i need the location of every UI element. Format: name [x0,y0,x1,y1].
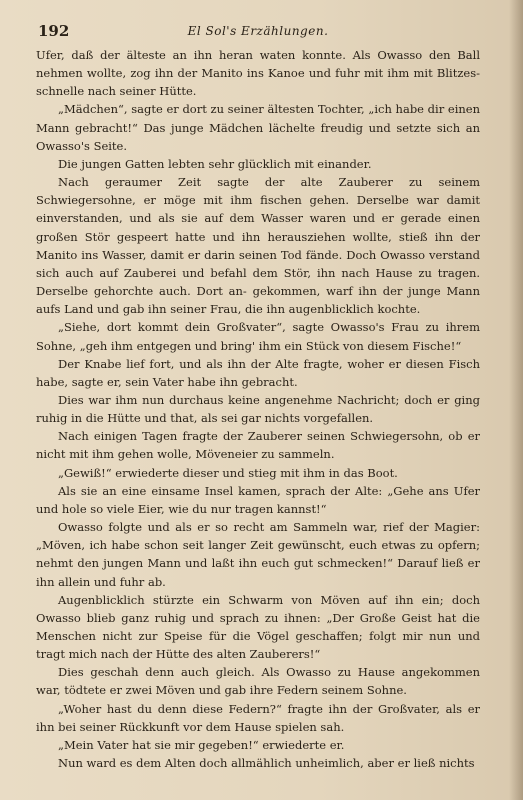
paragraph: „Mein Vater hat sie mir gegeben!“ erwiederte er. [58,737,345,752]
page-number: 192 [38,22,70,40]
paragraph: Der Knabe lief fort, und als ihn der Alte fragte, woher er diesen Fisch habe, sagte er, sein Vater habe ihn gebracht. [36,356,480,389]
paragraph: Die jungen Gatten lebten sehr glücklich mit einander. [58,156,372,171]
running-title: El Sol's Erzählungen. [187,24,329,38]
page-edge-shadow [509,0,523,800]
body-text [36,46,480,772]
paragraph: Nach geraumer Zeit sagte der alte Zauberer zu seinem Schwiegersohne, er möge mit ihm fischen gehen. Derselbe war damit einverstanden, und als sie auf dem Wasser waren und er gerade einen großen Stör gespeert hatte und ihn herausziehen wollte, stieß ihn der Manito ins Wasser, damit er darin seinen Tod fände. Doch Owasso verstand sich auch auf Zauberei und befahl dem Stör, ihn nach Hause zu tragen. Derselbe gehorchte auch. Dort an- gekommen, warf ihn der junge Mann aufs Land und gab ihn seiner Frau, die ihn augenblicklich kochte. [36,175,480,317]
paragraph: „Gewiß!“ erwiederte dieser und stieg mit ihm in das Boot. [58,465,398,480]
paragraph: Ufer, daß der älteste an ihn heran waten konnte. Als Owasso den Ball nehmen wollte, zog ihn der Manito ins Kanoe und fuhr mit ihm mit Blitzes- schnelle nach seiner Hütte. [36,48,480,99]
paragraph: „Siehe, dort kommt dein Großvater“, sagte Owasso's Frau zu ihrem Sohne, „geh ihm entgegen und bring' ihm ein Stück von diesem Fische!“ [36,320,480,353]
paragraph: Nun ward es dem Alten doch allmählich unheimlich, aber er ließ nichts [58,756,475,771]
paragraph: Augenblicklich stürzte ein Schwarm von Möven auf ihn ein; doch Owasso blieb ganz ruhig und sprach zu ihnen: „Der Große Geist hat die Menschen nicht zur Speise für die Vögel geschaffen; folgt mir nun und tragt mich nach der Hütte des alten Zauberers!“ [36,592,480,662]
paragraph: „Mädchen“, sagte er dort zu seiner ältesten Tochter, „ich habe dir einen Mann gebracht!“ Das junge Mädchen lächelte freudig und setzte sich an Owasso's Seite. [36,102,480,153]
paragraph: Owasso folgte und als er so recht am Sammeln war, rief der Magier: „Möven, ich habe schon seit langer Zeit gewünscht, euch etwas zu opfern; nehmt den jungen Mann und laßt ihn euch gut schmecken!“ Darauf ließ er ihn allein und fuhr ab. [36,520,480,589]
page-header [38,22,478,42]
paragraph: Als sie an eine einsame Insel kamen, sprach der Alte: „Gehe ans Ufer und hole so viele Eier, wie du nur tragen kannst!“ [36,483,480,516]
paragraph: Dies war ihm nun durchaus keine angenehme Nachricht; doch er ging ruhig in die Hütte und that, als sei gar nichts vorgefallen. [36,392,480,426]
paragraph: Nach einigen Tagen fragte der Zauberer seinen Schwiegersohn, ob er nicht mit ihm gehen wolle, Möveneier zu sammeln. [36,429,480,462]
paragraph: „Woher hast du denn diese Federn?“ fragte ihn der Großvater, als er ihn bei seiner Rückkunft vor dem Hause spielen sah. [36,701,480,734]
paragraph: Dies geschah denn auch gleich. Als Owasso zu Hause angekommen war, tödtete er zwei Möven und gab ihre Federn seinem Sohne. [36,665,480,698]
